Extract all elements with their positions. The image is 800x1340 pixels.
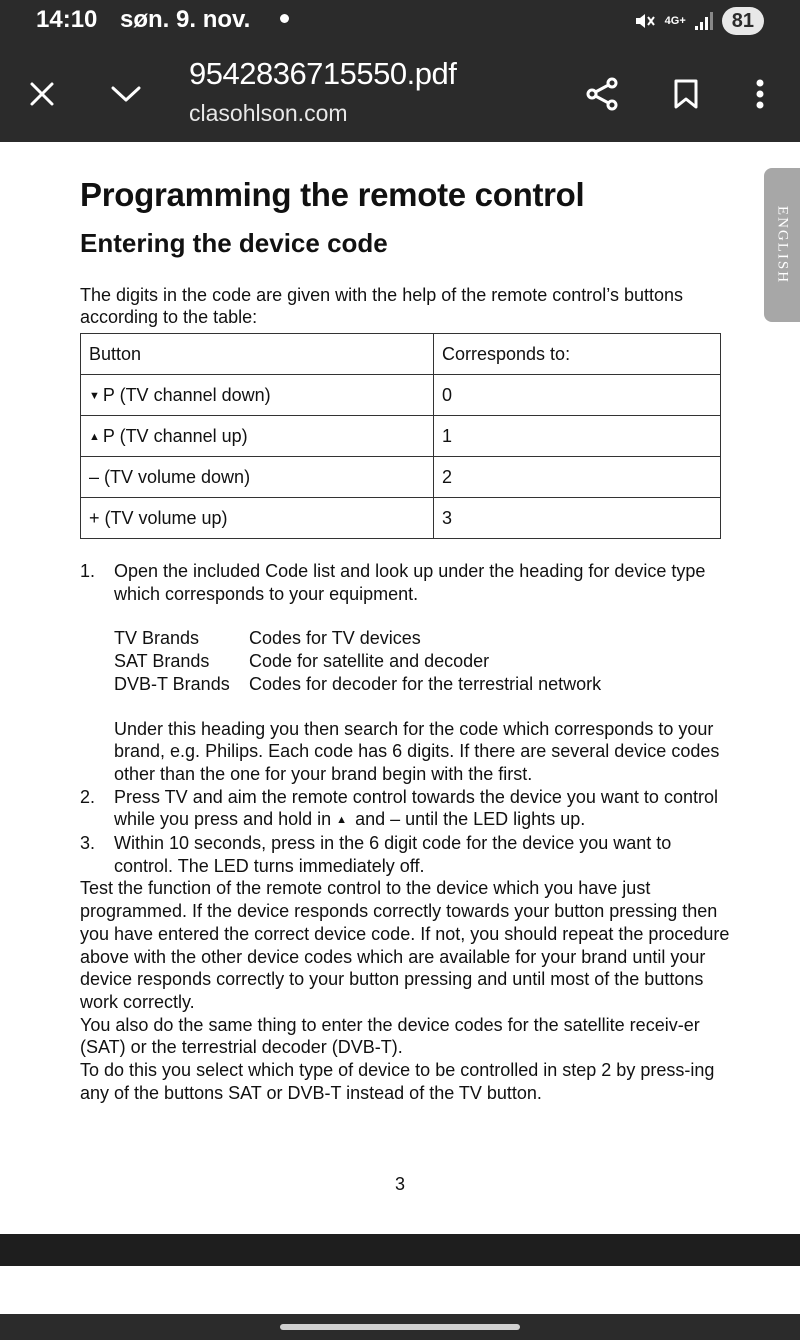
step-3 <box>80 832 730 877</box>
pdf-page <box>0 142 800 1234</box>
step-text: Under this heading you then search for the code which corresponds to your brand, e.g. Philips. Each code has 6 digits. If there are several device codes other than the one for your brand begin with the first. <box>114 718 720 784</box>
step-1 <box>80 560 730 605</box>
brand-name: DVB-T Brands <box>114 673 230 694</box>
step-number: 3. <box>80 833 96 854</box>
step-text: Press TV and aim the remote control towards the device you want to control while you press and hold in <box>114 786 718 830</box>
close-button[interactable] <box>20 72 64 116</box>
table-row <box>81 375 721 416</box>
paragraph: You also do the same thing to enter the device codes for the satellite receiv-er (SAT) or the terrestrial decoder (DVB-T). <box>80 1014 700 1058</box>
table-row <box>81 498 721 539</box>
list-item <box>114 650 730 673</box>
section-heading: Entering the device code <box>80 228 388 258</box>
triangle-down-icon: ▼ <box>89 389 100 402</box>
step-number: 2. <box>80 786 96 807</box>
status-date: søn. 9. nov. <box>120 6 251 33</box>
intro-text: The digits in the code are given with the help of the remote control’s buttons according to the table: <box>80 285 684 327</box>
code-table <box>80 333 721 539</box>
brand-desc: Codes for TV devices <box>249 628 421 649</box>
notification-dot <box>280 14 289 23</box>
table-row <box>81 416 721 457</box>
status-time: 14:10 <box>36 6 98 33</box>
expand-button[interactable] <box>104 72 148 116</box>
table-header-corresponds: Corresponds to: <box>434 334 721 375</box>
instructions <box>80 560 730 1104</box>
step-2 <box>80 786 730 832</box>
list-item <box>114 627 730 650</box>
table-cell-button: + (TV volume up) <box>81 498 434 539</box>
more-vert-icon <box>755 78 765 110</box>
battery-level: 81 <box>722 7 764 35</box>
bookmark-button[interactable] <box>662 70 710 118</box>
language-label: ENGLISH <box>774 205 791 285</box>
triangle-up-icon: ▲ <box>336 814 348 827</box>
page-separator <box>0 1234 800 1266</box>
file-source: clasohlson.com <box>189 100 348 126</box>
chevron-down-icon <box>110 84 142 104</box>
paragraph: Test the function of the remote control to the device which you have just programmed. If the device responds correctly towards your button pressing then you have entered the correct device code. If not, you should repeat the procedure above with the other device codes which are available for your brand until your device responds correctly to your button pressing and until most of the buttons work correctly. <box>80 878 730 1012</box>
language-tab <box>764 168 800 322</box>
navigation-bar <box>0 1314 800 1340</box>
step-1-continued <box>80 718 730 786</box>
brand-desc: Codes for decoder for the terrestrial network <box>249 673 602 694</box>
table-cell-button: – (TV volume down) <box>81 457 434 498</box>
brand-name: SAT Brands <box>114 651 210 672</box>
file-name: 9542836715550.pdf <box>189 56 457 91</box>
page-title: Programming the remote control <box>80 176 585 213</box>
table-cell-value: 1 <box>434 416 721 457</box>
app-bar <box>0 44 800 142</box>
table-cell-button: ▲ P (TV channel up) <box>81 416 434 457</box>
page-number: 3 <box>394 1174 405 1194</box>
network-type: 4G+ <box>664 15 686 27</box>
home-gesture-handle[interactable] <box>280 1324 520 1330</box>
step-text: Within 10 seconds, press in the 6 digit code for the device you want to control. The LED turns immediately off. <box>114 833 672 876</box>
paragraph: To do this you select which type of device to be controlled in step 2 by press-ing any of the buttons SAT or DVB-T instead of the TV button. <box>80 1060 715 1103</box>
brand-desc: Code for satellite and decoder <box>249 651 490 672</box>
table-cell-value: 0 <box>434 375 721 416</box>
share-button[interactable] <box>578 70 626 118</box>
status-icons <box>633 6 764 36</box>
step-number: 1. <box>80 561 96 581</box>
step-text: and – until the LED lights up. <box>355 809 586 830</box>
table-header-row <box>81 334 721 375</box>
triangle-up-icon: ▲ <box>89 430 100 443</box>
table-cell-value: 2 <box>434 457 721 498</box>
list-item <box>114 673 730 696</box>
status-bar <box>0 0 800 44</box>
close-icon <box>29 81 55 107</box>
more-options-button[interactable] <box>740 70 780 118</box>
table-cell-button: ▼ P (TV channel down) <box>81 375 434 416</box>
table-row <box>81 457 721 498</box>
signal-icon <box>694 11 714 31</box>
share-icon <box>584 76 620 112</box>
table-cell-value: 3 <box>434 498 721 539</box>
step-text: Open the included Code list and look up under the heading for device type which corresponds to your equipment. <box>114 561 706 604</box>
brand-list <box>114 627 730 695</box>
table-header-button: Button <box>81 334 434 375</box>
mute-icon <box>633 10 657 32</box>
brand-name: TV Brands <box>114 628 200 649</box>
bookmark-icon <box>673 78 699 110</box>
